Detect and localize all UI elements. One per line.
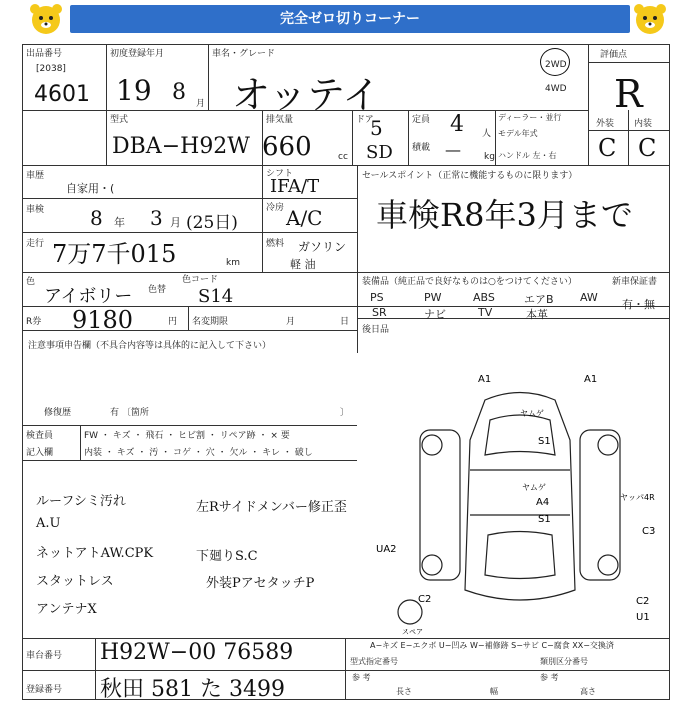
chassis-value: H92W−00 76589 bbox=[100, 640, 294, 665]
mark-a4: A4 bbox=[536, 497, 550, 508]
shape-value: SD bbox=[366, 142, 393, 163]
reg-no-label: 登録番号 bbox=[26, 685, 63, 695]
ac-value: A/C bbox=[286, 206, 323, 230]
chassis-label: 車台番号 bbox=[26, 651, 63, 661]
grade-value: R bbox=[614, 72, 643, 116]
note-line-2: A.U bbox=[36, 516, 61, 531]
mark-a1-right: A1 bbox=[584, 374, 598, 385]
equip-navi: ナビ bbox=[424, 308, 446, 321]
type-value: DBA−H92W bbox=[112, 134, 250, 159]
name-change-day: 日 bbox=[340, 317, 350, 327]
length-label: 長さ bbox=[396, 687, 412, 696]
equip-aw: AW bbox=[580, 291, 598, 304]
header bbox=[0, 0, 700, 40]
note-line-3: ネットアトAW.CPK bbox=[36, 546, 154, 561]
inspect-day: (25日) bbox=[186, 213, 238, 233]
ref-label: 参 考 bbox=[352, 673, 371, 682]
fuel-oil: 軽 油 bbox=[290, 258, 316, 271]
lot-number: 4601 bbox=[34, 82, 90, 107]
capacity-value: 4 bbox=[450, 112, 464, 137]
lot-label: 出品番号 bbox=[26, 49, 63, 59]
use-label: 車歴 bbox=[26, 171, 45, 181]
load-value: — bbox=[445, 140, 461, 159]
yen-unit: 円 bbox=[168, 317, 178, 327]
month-unit: 月 bbox=[196, 99, 206, 109]
mileage-value: 7万7千015 bbox=[52, 240, 177, 268]
entry-label: 記入欄 bbox=[26, 448, 54, 458]
door-value: 5 bbox=[370, 116, 383, 140]
interior-grade: C bbox=[638, 134, 657, 162]
inspect-year: 8 bbox=[90, 206, 103, 230]
note-line-5: アンテナX bbox=[36, 602, 97, 617]
cc-unit: cc bbox=[338, 152, 348, 162]
mark-a1-left: A1 bbox=[478, 374, 492, 385]
first-reg-label: 初度登録年月 bbox=[110, 49, 165, 59]
exterior-label: 外装 bbox=[596, 119, 615, 129]
load-label: 積載 bbox=[412, 143, 431, 153]
later-label: 後日品 bbox=[362, 325, 390, 335]
displacement-label: 排気量 bbox=[266, 115, 294, 125]
selling-point: 車検R8年3月まで bbox=[376, 196, 633, 234]
interior-label: 内装 bbox=[634, 119, 653, 129]
recycle-label: R券 bbox=[26, 317, 42, 327]
mark-c2-right: C2 bbox=[636, 596, 650, 607]
warranty-value: 有・無 bbox=[622, 298, 655, 311]
type-label: 型式 bbox=[110, 115, 129, 125]
inspect-month: 3 bbox=[150, 206, 163, 230]
mark-s1-front: S1 bbox=[538, 436, 551, 447]
displacement-value: 660 bbox=[262, 132, 312, 162]
mark-spare: スペア bbox=[402, 628, 423, 636]
note-right-1: 左Rサイドメンバー修正歪 bbox=[196, 500, 347, 515]
notes-label: 注意事項申告欄（不具合内容等は具体的に記入して下さい） bbox=[28, 341, 272, 351]
equipment-label: 装備品（純正品で良好なものは○をつけてください） bbox=[362, 277, 577, 287]
page-title: 完全ゼロ切りコーナー bbox=[70, 5, 630, 33]
person-unit: 人 bbox=[482, 129, 492, 139]
note-line-4: スタットレス bbox=[36, 574, 114, 589]
class-label: 類別区分番号 bbox=[540, 657, 588, 666]
note-right-3: 外装PアセタッチP bbox=[206, 576, 315, 591]
door-label: ドア bbox=[356, 115, 374, 125]
repair-close: 〕 bbox=[340, 408, 350, 418]
width-label: 幅 bbox=[490, 687, 498, 696]
handle-label: ハンドル 左・右 bbox=[498, 151, 557, 160]
lot-sub: [2038] bbox=[36, 64, 66, 74]
color-label: 色 bbox=[26, 277, 36, 287]
check-row-interior: 内装 ・ キズ ・ 汚 ・ コゲ ・ 穴 ・ 欠ル ・ キレ ・ 破し bbox=[84, 448, 313, 458]
height-label: 高さ bbox=[580, 687, 596, 696]
month-unit-2: 月 bbox=[170, 216, 181, 229]
repair-label: 修復歴 bbox=[44, 408, 72, 418]
color-code-label: 色コード bbox=[182, 275, 219, 285]
mark-s1-roof: S1 bbox=[538, 514, 551, 525]
shift-value: IFA/T bbox=[270, 176, 320, 197]
mileage-label: 走行 bbox=[26, 239, 45, 249]
drive-2wd: 2WD bbox=[545, 60, 567, 70]
check-row-fw: FW ・ キズ ・ 飛石 ・ ヒビ割 ・ リペア跡 ・ × 要 bbox=[84, 431, 290, 441]
inspector-label: 検査員 bbox=[26, 431, 54, 441]
capacity-label: 定員 bbox=[412, 115, 431, 125]
color-code: S14 bbox=[198, 286, 234, 307]
name-change-month: 月 bbox=[286, 317, 296, 327]
color-value: アイボリー bbox=[44, 286, 133, 307]
equip-pw: PW bbox=[424, 291, 442, 304]
recycle-value: 9180 bbox=[72, 306, 134, 334]
equip-abs: ABS bbox=[473, 291, 495, 304]
grade-label: 評価点 bbox=[600, 50, 628, 60]
warranty-label: 新車保証書 bbox=[612, 277, 658, 287]
model-year-label: モデル年式 bbox=[498, 129, 538, 138]
equip-tv: TV bbox=[478, 306, 493, 319]
mark-ua2: UA2 bbox=[376, 544, 397, 555]
mark-c3: C3 bbox=[642, 526, 656, 537]
note-right-2: 下廻りS.C bbox=[196, 549, 258, 564]
equip-ps: PS bbox=[370, 291, 384, 304]
mascot-bear-icon bbox=[632, 2, 668, 38]
mark-right-side: ヤッパ4R bbox=[620, 493, 655, 502]
equip-sr: SR bbox=[372, 306, 387, 319]
repair-value: 有 〔箇所 bbox=[110, 408, 149, 418]
reg-month: 8 bbox=[172, 80, 186, 105]
note-line-1: ルーフシミ汚れ bbox=[36, 494, 126, 509]
damage-legend: A−キズ E−エクボ U−凹み W−補修跡 S−サビ C−腐食 XX−交換済 bbox=[370, 641, 614, 650]
mascot-bear-icon bbox=[28, 2, 64, 38]
kg-unit: kg bbox=[484, 152, 495, 162]
equip-leather: 本革 bbox=[526, 308, 548, 321]
fuel-label: 燃料 bbox=[266, 239, 285, 249]
mark-roof: ヤムゲ bbox=[522, 483, 546, 492]
year-unit: 年 bbox=[114, 216, 125, 229]
inspect-label: 車検 bbox=[26, 205, 45, 215]
drive-circle bbox=[540, 48, 570, 76]
shift-label: シフト bbox=[266, 169, 294, 179]
ref-label-2: 参 考 bbox=[540, 673, 559, 682]
model-name: オッテイ bbox=[232, 73, 381, 117]
name-change-label: 名変期限 bbox=[192, 317, 229, 327]
exterior-grade: C bbox=[598, 134, 617, 162]
equip-airbag: エアB bbox=[524, 293, 554, 306]
mark-c2-left: C2 bbox=[418, 594, 432, 605]
drive-4wd: 4WD bbox=[545, 84, 567, 94]
reg-no-value: 秋田 581 た 3499 bbox=[100, 677, 285, 702]
model-label: 車名・グレード bbox=[212, 49, 276, 59]
reg-year: 19 bbox=[116, 74, 152, 107]
car-damage-diagram bbox=[370, 360, 670, 638]
type-cert-label: 型式指定番号 bbox=[350, 657, 398, 666]
dealer-label: ディーラー・並行 bbox=[498, 113, 562, 122]
mark-front: ヤムゲ bbox=[520, 409, 544, 418]
fuel-value: ガソリン bbox=[298, 240, 347, 254]
ac-label: 冷房 bbox=[266, 203, 285, 213]
mark-u1: U1 bbox=[636, 612, 650, 623]
use-value: 自家用・( bbox=[66, 182, 115, 195]
selling-label: セールスポイント（正常に機能するものに限ります） bbox=[362, 171, 578, 181]
km-unit: km bbox=[226, 258, 240, 268]
color-tone-label: 色替 bbox=[148, 285, 167, 295]
